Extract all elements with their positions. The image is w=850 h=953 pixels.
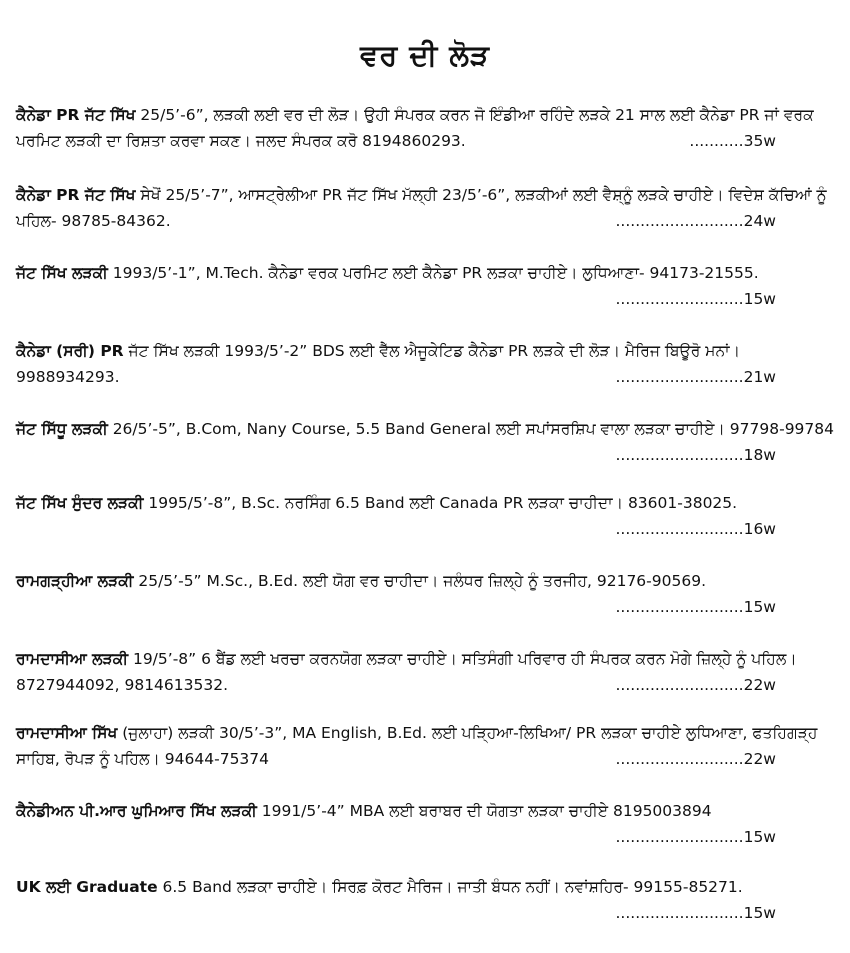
ad-heading: ਰਾਮਦਾਸੀਆ ਸਿੱਖ — [16, 724, 118, 742]
ad-body: 19/5’-8” 6 ਬੈਂਡ ਲਈ ਖਰਚਾ ਕਰਨਯੋਗ ਲੜਕਾ ਚਾਹੀਏ। ਸਤਿਸੰਗੀ ਪਰਿਵਾਰ ਹੀ ਸੰਪਰਕ ਕਰਨ ਮੋਗੇ ਜ਼ਿਲ੍ਹੇ ਨੂੰ ਪਹਿਲ। 8727944092, 9814613532. — [16, 650, 797, 694]
ad-body: 6.5 Band ਲੜਕਾ ਚਾਹੀਏ। ਸਿਰਫ਼ ਕੋਰਟ ਮੈਰਿਜ। ਜਾਤੀ ਬੰਧਨ ਨਹੀਂ। ਨਵਾਂਸ਼ਹਿਰ- 99155-85271. — [157, 878, 743, 896]
ad-heading: UK ਲਈ Graduate — [16, 878, 158, 896]
ad-body: (ਜੁਲਾਹਾ) ਲੜਕੀ 30/5’-3”, MA English, B.Ed. ਲਈ ਪੜ੍ਹਿਆ-ਲਿਖਿਆ/ PR ਲੜਕਾ ਚਾਹੀਏ ਲੁਧਿਆਣਾ, ਫਤਹਿਗੜ੍ਹ ਸਾਹਿਬ, ਰੋਪੜ ਨੂੰ ਪਹਿਲ। 94644-75374 — [16, 724, 818, 768]
classified-ad — [16, 490, 836, 542]
ad-heading: ਕੈਨੇਡਾ (ਸਰੀ) PR — [16, 342, 124, 360]
ad-code: ..........................16w — [615, 520, 776, 538]
ad-code: ..........................21w — [615, 368, 776, 386]
ad-body: 26/5’-5”, B.Com, Nany Course, 5.5 Band General ਲਈ ਸਪਾਂਸਰਸ਼ਿਪ ਵਾਲਾ ਲੜਕਾ ਚਾਹੀਏ। 97798-99784 — [107, 420, 835, 438]
ad-heading: ਰਾਮਦਾਸੀਆ ਲੜਕੀ — [16, 650, 129, 668]
ad-body: 25/5’-5” M.Sc., B.Ed. ਲਈ ਯੋਗ ਵਰ ਚਾਹੀਦਾ। ਜਲੰਧਰ ਜ਼ਿਲ੍ਹੇ ਨੂੰ ਤਰਜੀਹ, 92176-90569. — [133, 572, 706, 590]
ad-heading: ਕੈਨੇਡਾ PR ਜੱਟ ਸਿੱਖ — [16, 106, 136, 124]
classified-ad — [16, 260, 836, 312]
ad-heading: ਜੱਟ ਸਿੱਖ ਲੜਕੀ — [16, 264, 108, 282]
ad-heading: ਰਾਮਗੜ੍ਹੀਆ ਲੜਕੀ — [16, 572, 134, 590]
classified-ad — [16, 798, 836, 850]
ad-code: ..........................15w — [615, 598, 776, 616]
ad-body: 1995/5’-8”, B.Sc. ਨਰਸਿੰਗ 6.5 Band ਲਈ Canada PR ਲੜਕਾ ਚਾਹੀਦਾ। 83601-38025. — [143, 494, 738, 512]
ad-heading: ਕੈਨੇਡੀਅਨ ਪੀ.ਆਰ ਘੁਮਿਆਰ ਸਿੱਖ ਲੜਕੀ — [16, 802, 257, 820]
classified-ad — [16, 874, 836, 926]
classified-ad — [16, 182, 836, 234]
classified-ad — [16, 338, 836, 390]
ad-heading: ਜੱਟ ਸਿੱਖ ਸੁੰਦਰ ਲੜਕੀ — [16, 494, 144, 512]
ad-code: ..........................18w — [615, 446, 776, 464]
ad-code: ..........................15w — [615, 290, 776, 308]
ad-heading: ਕੈਨੇਡਾ PR ਜੱਟ ਸਿੱਖ — [16, 186, 136, 204]
ad-body: ਜੱਟ ਸਿੱਖ ਲੜਕੀ 1993/5’-2” BDS ਲਈ ਵੈੱਲ ਐਜੂਕੇਟਿਡ ਕੈਨੇਡਾ PR ਲੜਕੇ ਦੀ ਲੋੜ। ਮੈਰਿਜ ਬਿਊਰੋ ਮਨਾਂ। 9988934293. — [16, 342, 741, 386]
ad-heading: ਜੱਟ ਸਿੱਧੂ ਲੜਕੀ — [16, 420, 108, 438]
classified-ad — [16, 102, 836, 154]
ad-code: ..........................24w — [615, 212, 776, 230]
ad-code: ..........................22w — [615, 750, 776, 768]
classified-ad — [16, 416, 836, 468]
ad-code: ..........................15w — [615, 904, 776, 922]
ad-body: 1991/5’-4” MBA ਲਈ ਬਰਾਬਰ ਦੀ ਯੋਗਤਾ ਲੜਕਾ ਚਾਹੀਏ 8195003894 — [256, 802, 712, 820]
classified-ad — [16, 568, 836, 620]
ad-code: ..........................15w — [615, 828, 776, 846]
ad-body: ਸੇਖੋਂ 25/5’-7”, ਆਸਟ੍ਰੇਲੀਆ PR ਜੱਟ ਸਿੱਖ ਮੱਲ੍ਹੀ 23/5’-6”, ਲੜਕੀਆਂ ਲਈ ਵੈਸ਼੍ਨੂੰ ਲੜਕੇ ਚਾਹੀਏ। ਵਿਦੇਸ਼ ਕੱਚਿਆਂ ਨੂੰ ਪਹਿਲ- 98785-84362. — [16, 186, 827, 230]
classified-ad — [16, 646, 836, 698]
classified-ad — [16, 720, 836, 772]
ad-code: ...........35w — [689, 132, 776, 150]
page-title: ਵਰ ਦੀ ਲੋੜ — [360, 38, 490, 72]
ad-body: 1993/5’-1”, M.Tech. ਕੈਨੇਡਾ ਵਰਕ ਪਰਮਿਟ ਲਈ ਕੈਨੇਡਾ PR ਲੜਕਾ ਚਾਹੀਏ। ਲੁਧਿਆਣਾ- 94173-21555. — [107, 264, 759, 282]
ad-code: ..........................22w — [615, 676, 776, 694]
ad-body: 25/5’-6”, ਲੜਕੀ ਲਈ ਵਰ ਦੀ ਲੋੜ। ਉਹੀ ਸੰਪਰਕ ਕਰਨ ਜੋ ਇੰਡੀਆ ਰਹਿੰਦੇ ਲੜਕੇ 21 ਸਾਲ ਲਈ ਕੈਨੇਡਾ PR ਜਾਂ ਵਰਕ ਪਰਮਿਟ ਲੜਕੀ ਦਾ ਰਿਸ਼ਤਾ ਕਰਵਾ ਸਕਣ। ਜਲਦ ਸੰਪਰਕ ਕਰੋ 8194860293. — [16, 106, 814, 150]
